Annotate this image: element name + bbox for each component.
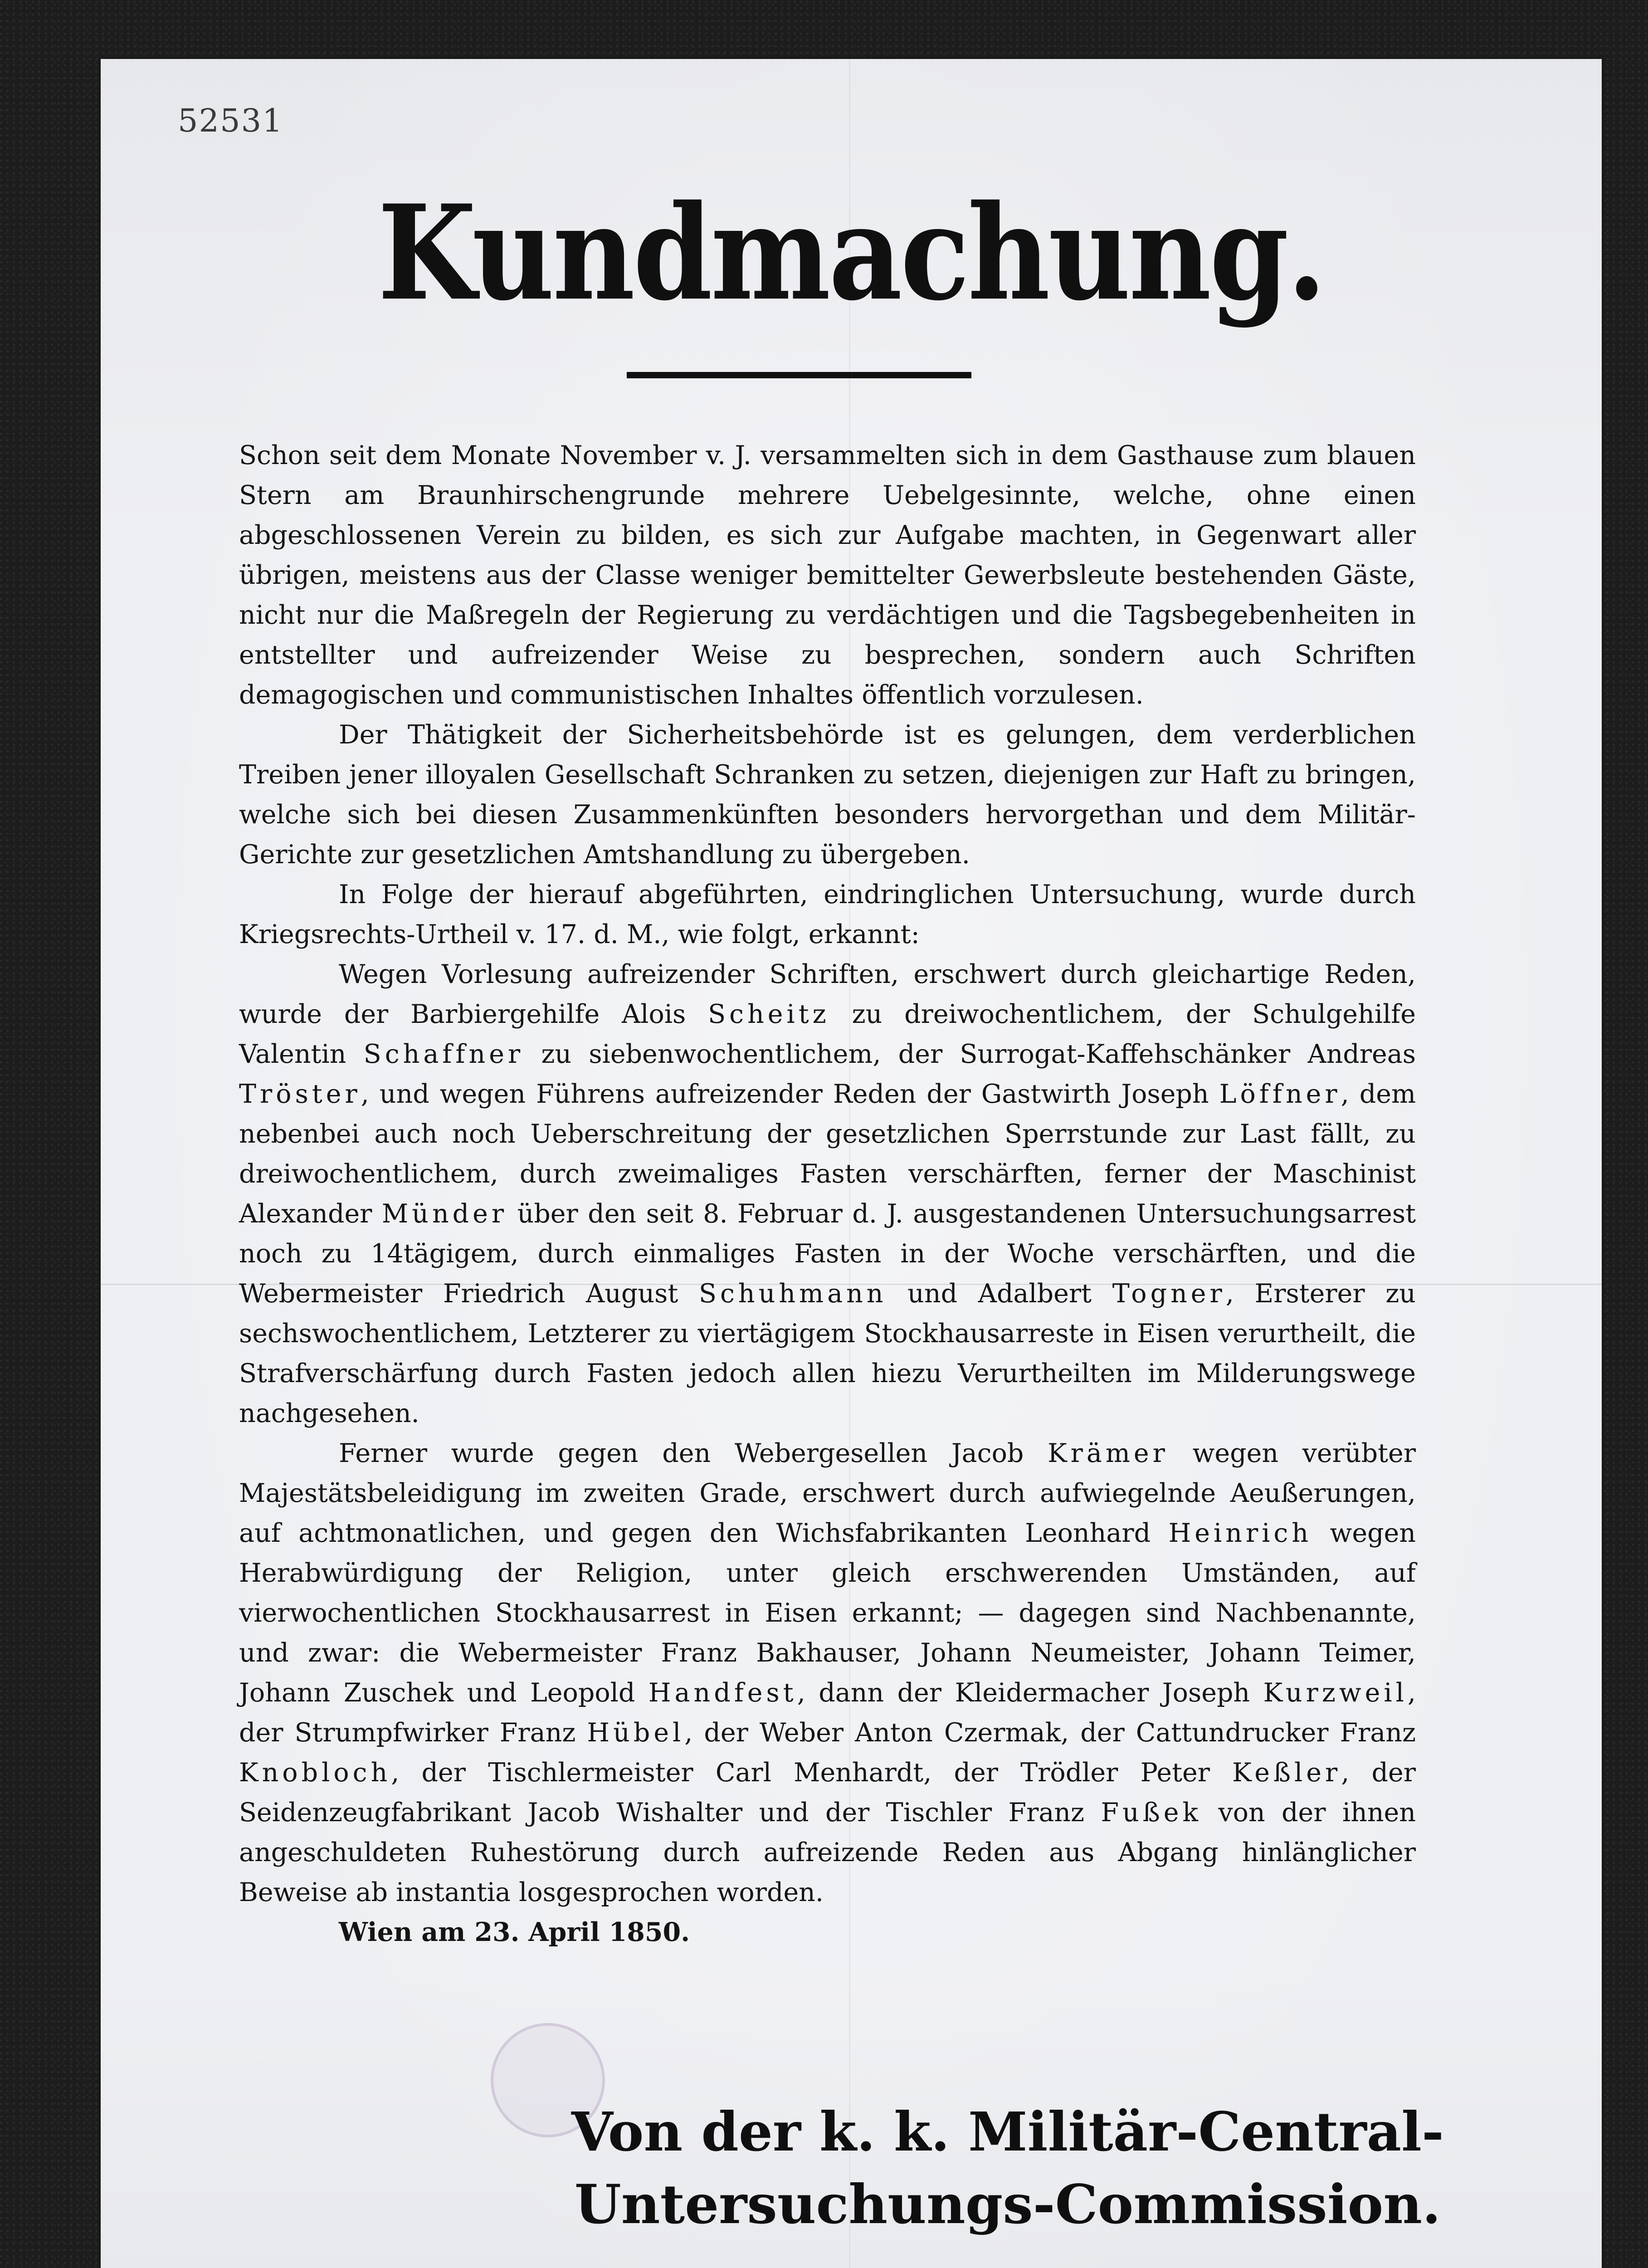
person-name: Krämer xyxy=(1048,1438,1169,1468)
person-name: Knobloch xyxy=(239,1758,391,1788)
person-name: Fußek xyxy=(1101,1798,1202,1828)
signature-line-2: Untersuchungs-Commission. xyxy=(574,2173,1441,2236)
issue-date: Wien am 23. April 1850. xyxy=(339,1917,690,1947)
paragraph-3: In Folge der hierauf abgeführten, eindringlichen Untersuchung, wurde durch Kriegsrechts-Urtheil v. 17. d. M., wie folgt, erkannt: xyxy=(239,880,1416,949)
text-run: zu siebenwochentlichem, der Surrogat-Kaffehschänker Andreas xyxy=(524,1039,1416,1069)
person-name: Löffner xyxy=(1219,1079,1341,1109)
proclamation-sheet xyxy=(101,59,1602,2268)
person-name: Heinrich xyxy=(1168,1518,1312,1548)
text-run: , der Tischlermeister Carl Menhardt, der Trödler Peter xyxy=(391,1758,1233,1788)
text-run: über den seit 8. Februar d. J. ausgestandenen Untersuchungsarrest noch zu 14tägigem, durch einmaliges Fasten in der Woche verschärften, und die Webermeister Friedrich August xyxy=(239,1199,1416,1309)
text-run: , Ersterer zu sechswochentlichem, Letzterer zu viertägigem Stockhausarreste in Eisen verurtheilt, die Strafverschärfung durch Fasten jedoch allen hiezu Verurtheilten im Milderungswege nachgesehen. xyxy=(239,1279,1416,1428)
text-run: , dem nebenbei auch noch Ueberschreitung der gesetzlichen Sperrstunde zur Last fällt, zu dreiwochentlichem, durch zweimaliges Fasten verschärften, ferner der Maschinist Alexander xyxy=(239,1079,1416,1229)
paragraph-2: Der Thätigkeit der Sicherheitsbehörde ist es gelungen, dem verderblichen Treiben jener illoyalen Gesellschaft Schranken zu setzen, diejenigen zur Haft zu bringen, welche sich bei diesen Zusammenkünften besonders hervorgethan und dem Militär-Gerichte zur gesetzlichen Amtshandlung zu übergeben. xyxy=(239,720,1416,870)
paragraph-1: Schon seit dem Monate November v. J. versammelten sich in dem Gasthause zum blauen Stern am Braunhirschengrunde mehrere Uebelgesinnte, welche, ohne einen abgeschlossenen Verein zu bilden, es sich zur Aufgabe machten, in Gegenwart aller übrigen, meistens aus der Classe weniger bemittelter Gewerbsleute bestehenden Gäste, nicht nur die Maßregeln der Regierung zu verdächtigen und die Tagsbegebenheiten in entstellter und aufreizender Weise zu besprechen, sondern auch Schriften demagogischen und communistischen Inhaltes öffentlich vorzulesen. xyxy=(239,440,1416,710)
text-run: , dann der Kleidermacher Joseph xyxy=(797,1678,1263,1708)
person-name: Hübel xyxy=(587,1718,685,1748)
text-run: Ferner wurde gegen den Webergesellen Jacob xyxy=(339,1438,1048,1468)
text-run: und Adalbert xyxy=(887,1279,1112,1309)
person-name: Schaffner xyxy=(363,1039,524,1069)
text-run: , der Seidenzeugfabrikant Jacob Wishalter und der Tischler Franz xyxy=(239,1758,1416,1828)
text-run: wegen Herabwürdigung der Religion, unter gleich erschwerenden Umständen, auf vierwochentlichen Stockhausarrest in Eisen erkannt; — dagegen sind Nachbenannte, und zwar: die Webermeister Franz Bakhauser, Johann Neumeister, Johann Teimer, Johann Zuschek und Leopold xyxy=(239,1518,1416,1708)
person-name: Kurzweil xyxy=(1263,1678,1408,1708)
inventory-number: 52531 xyxy=(178,102,283,139)
paragraph-4 xyxy=(239,954,1416,1433)
text-run: Wegen Vorlesung aufreizender Schriften, erschwert durch gleichartige Reden, wurde der Barbiergehilfe Alois xyxy=(239,959,1416,1029)
person-name: Keßler xyxy=(1232,1758,1341,1788)
text-run: zu dreiwochentlichem, der Schulgehilfe Valentin xyxy=(239,999,1416,1069)
person-name: Handfest xyxy=(648,1678,797,1708)
text-run: , und wegen Führens aufreizender Reden der Gastwirth Joseph xyxy=(361,1079,1219,1109)
text-run: , der Strumpfwirker Franz xyxy=(239,1678,1416,1748)
person-name: Togner xyxy=(1112,1279,1226,1309)
text-run: , der Weber Anton Czermak, der Cattundrucker Franz xyxy=(684,1718,1416,1748)
person-name: Tröster xyxy=(239,1079,361,1109)
document-title: Kundmachung. xyxy=(378,176,1325,330)
text-run: wegen verübter Majestätsbeleidigung im zweiten Grade, erschwert durch aufwiegelnde Aeußerungen, auf achtmonatlichen, und gegen den Wichsfabrikanten Leonhard xyxy=(239,1438,1416,1548)
person-name: Schuhmann xyxy=(698,1279,887,1309)
title-rule xyxy=(627,372,971,378)
paragraph-5 xyxy=(239,1433,1416,1912)
document-body xyxy=(239,435,1416,1952)
person-name: Scheitz xyxy=(708,999,830,1029)
signature-line-1: Von der k. k. Militär-Central- xyxy=(571,2100,1444,2163)
person-name: Münder xyxy=(381,1199,508,1229)
text-run: von der ihnen angeschuldeten Ruhestörung durch aufreizende Reden aus Abgang hinlänglicher Beweise ab instantia losgesprochen worden. xyxy=(239,1798,1416,1907)
